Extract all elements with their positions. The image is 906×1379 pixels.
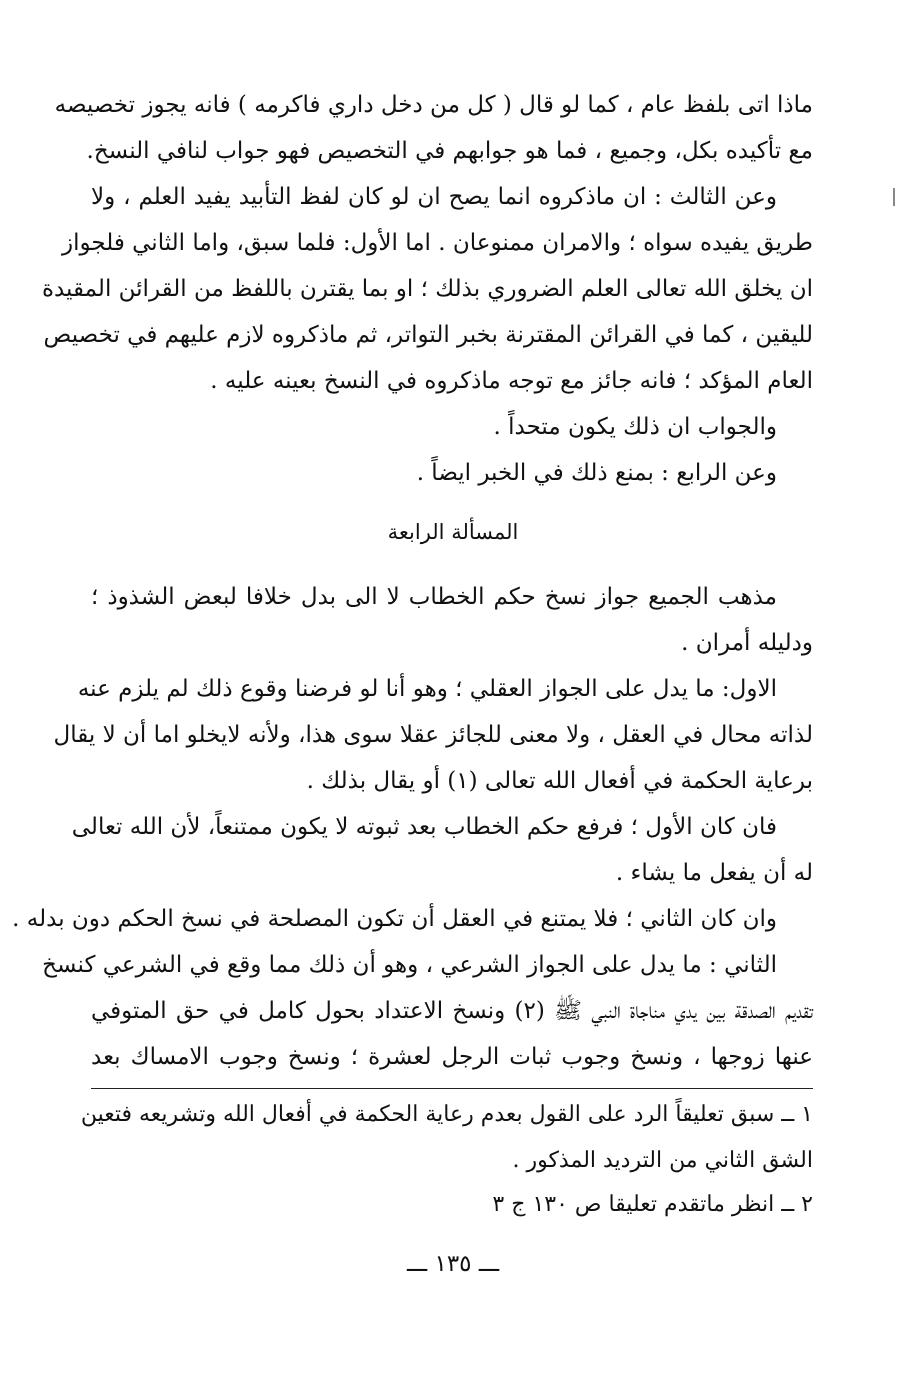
body-line-18: الثاني : ما يدل على الجواز الشرعي ، وهو أن ذلك مما وقع في الشرعي كنسخ	[42, 952, 777, 978]
footnote-1: ١ ــ سبق تعليقاً الرد على القول بعدم رعاية الحكمة في أفعال الله وتشريعه فتعين	[80, 1102, 813, 1127]
body-line-13: لذاته محال في العقل ، ولا معنى للجائز عقلا سوى هذا، ولأنه لايخلو اما أن لا يقال	[53, 722, 813, 748]
margin-mark	[893, 188, 895, 206]
footnote-separator	[91, 1088, 813, 1089]
body-line-17: وان كان الثاني ؛ فلا يمتنع في العقل أن تكون المصلحة في نسخ الحكم دون بدله .	[12, 906, 777, 932]
body-line-15: فان كان الأول ؛ فرفع حكم الخطاب بعد ثبوته لا يكون ممتنعاً، لأن الله تعالى	[71, 814, 777, 840]
body-line-6: لليقين ، كما في القرائن المقترنة بخبر التواتر، ثم ماذكروه لازم عليهم في تخصيص	[43, 322, 813, 348]
body-line-4: طريق يفيده سواه ؛ والامران ممنوعان . اما الأول: فلما سبق، واما الثاني فلجواز	[61, 230, 813, 256]
body-line-16: له أن يفعل ما يشاء .	[615, 860, 813, 886]
body-line-8: والجواب ان ذلك يكون متحداً .	[493, 414, 777, 440]
body-line-1: ماذا اتى بلفظ عام ، كما لو قال ( كل من دخل داري فاكرمه ) فانه يجوز تخصيصه	[54, 92, 813, 118]
body-line-5: ان يخلق الله تعالى العلم الضروري بذلك ؛ او بما يقترن باللفظ من القرائن المقيدة	[41, 276, 813, 302]
body-line-11: ودليله أمران .	[681, 630, 813, 656]
body-line-3: وعن الثالث : ان ماذكروه انما يصح ان لو كان لفظ التأبيد يفيد العلم ، ولا	[91, 184, 777, 210]
body-line-9: وعن الرابع : بمنع ذلك في الخبر ايضاً .	[416, 460, 777, 486]
body-line-14: برعاية الحكمة في أفعال الله تعالى (١) أو يقال بذلك .	[306, 768, 813, 794]
body-line-12: الاول: ما يدل على الجواز العقلي ؛ وهو أنا لو فرضنا وقوع ذلك لم يلزم عنه	[77, 676, 777, 702]
footnote-2: ٢ ــ انظر ماتقدم تعليقا ص ١٣٠ ج ٣	[492, 1192, 813, 1217]
body-line-10: مذهب الجميع جواز نسخ حكم الخطاب لا الى بدل خلافا لبعض الشذوذ ؛	[91, 584, 777, 610]
body-line-20: عنها زوجها ، ونسخ وجوب ثبات الرجل لعشرة ؛ ونسخ وجوب الامساك بعد	[91, 1044, 813, 1070]
section-heading: المسألة الرابعة	[387, 520, 519, 544]
body-line-2: مع تأكيده بكل، وجميع ، فما هو جوابهم في التخصيص فهو جواب لنافي النسخ.	[86, 138, 813, 164]
page-number: ـــ ١٣٥ ـــ	[406, 1251, 500, 1277]
footnote-1-continued: الشق الثاني من الترديد المذكور .	[512, 1148, 813, 1173]
body-line-19: تقديم الصدقة بين يدي مناجاة النبي ﷺ (٢) ونسخ الاعتداد بحول كامل في حق المتوفي	[91, 998, 813, 1024]
body-line-7: العام المؤكد ؛ فانه جائز مع توجه ماذكروه في النسخ بعينه عليه .	[210, 368, 813, 394]
